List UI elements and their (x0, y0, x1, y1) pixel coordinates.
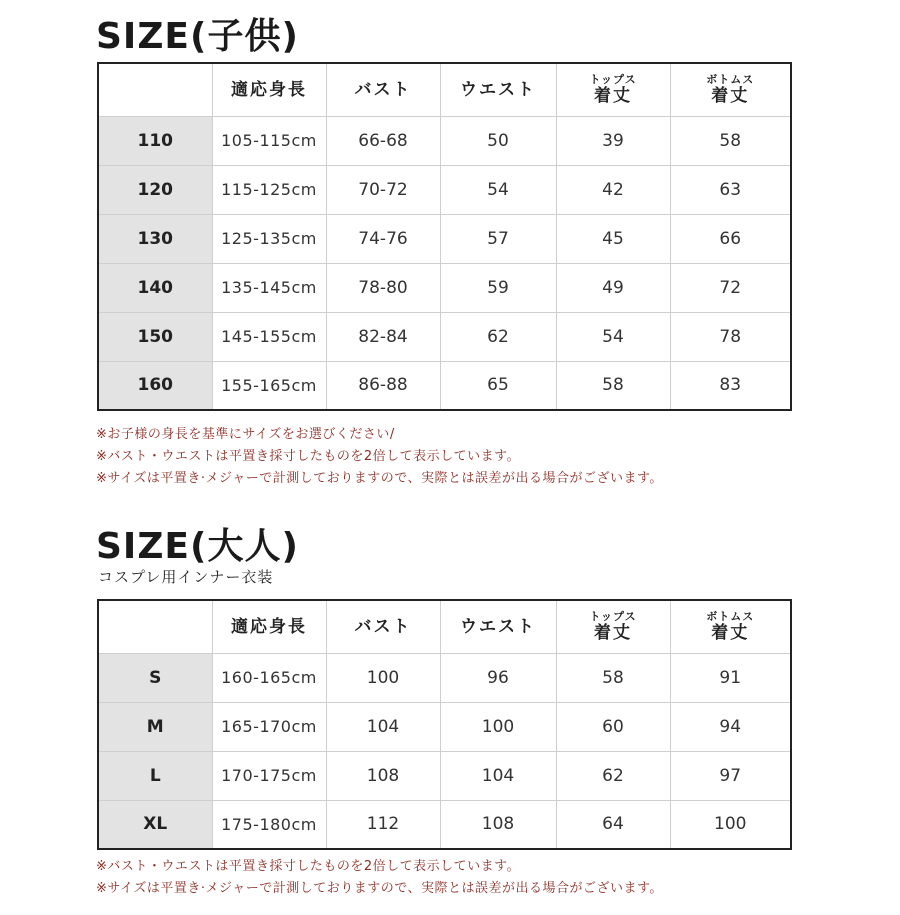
tops-length-cell: 54 (556, 312, 670, 361)
size-label: L (98, 751, 212, 800)
bottoms-length-cell: 91 (670, 653, 791, 702)
waist-cell: 50 (440, 116, 556, 165)
kids-size-title: SIZE(子供) (96, 16, 299, 57)
adult-header-height: 適応身長 (212, 600, 326, 653)
size-label: 150 (98, 312, 212, 361)
waist-cell: 65 (440, 361, 556, 410)
bottoms-length-cell: 97 (670, 751, 791, 800)
bust-cell: 108 (326, 751, 440, 800)
kids-header-bust: バスト (326, 63, 440, 116)
height-cell: 125-135cm (212, 214, 326, 263)
bottoms-length-cell: 63 (670, 165, 791, 214)
table-row (98, 165, 791, 214)
adult-header-corner (98, 600, 212, 653)
size-label: M (98, 702, 212, 751)
height-cell: 105-115cm (212, 116, 326, 165)
adult-header-row (98, 600, 791, 653)
kids-header-waist: ウエスト (440, 63, 556, 116)
kids-header-bottoms-length: ボトムス 着丈 (670, 63, 791, 116)
height-cell: 175-180cm (212, 800, 326, 849)
kids-note-1: ※お子様の身長を基準にサイズをお選びください/ (96, 427, 395, 442)
table-row (98, 361, 791, 410)
kids-header-tops-length: トップス 着丈 (556, 63, 670, 116)
kids-note-2: ※バスト・ウエストは平置き採寸したものを2倍して表示しています。 (96, 449, 521, 464)
kids-note-3: ※サイズは平置き·メジャーで計測しておりますので、実際とは誤差が出る場合がございます。 (96, 471, 663, 486)
tops-length-cell: 62 (556, 751, 670, 800)
bust-cell: 78-80 (326, 263, 440, 312)
tops-length-cell: 39 (556, 116, 670, 165)
table-row (98, 312, 791, 361)
waist-cell: 96 (440, 653, 556, 702)
tops-length-cell: 49 (556, 263, 670, 312)
table-row (98, 214, 791, 263)
adult-subtitle: コスプレ用インナー衣装 (98, 568, 274, 586)
kids-notes (96, 424, 663, 490)
height-cell: 135-145cm (212, 263, 326, 312)
bust-cell: 100 (326, 653, 440, 702)
table-row (98, 116, 791, 165)
kids-header-height: 適応身長 (212, 63, 326, 116)
tops-length-cell: 58 (556, 653, 670, 702)
size-label: 130 (98, 214, 212, 263)
adult-header-waist: ウエスト (440, 600, 556, 653)
waist-cell: 104 (440, 751, 556, 800)
waist-cell: 57 (440, 214, 556, 263)
bust-cell: 104 (326, 702, 440, 751)
height-cell: 165-170cm (212, 702, 326, 751)
table-row (98, 702, 791, 751)
bust-cell: 112 (326, 800, 440, 849)
height-cell: 115-125cm (212, 165, 326, 214)
kids-size-table (97, 62, 792, 411)
tops-length-cell: 64 (556, 800, 670, 849)
height-cell: 170-175cm (212, 751, 326, 800)
kids-header-row (98, 63, 791, 116)
waist-cell: 100 (440, 702, 556, 751)
kids-header-corner (98, 63, 212, 116)
bottoms-length-cell: 78 (670, 312, 791, 361)
adult-note-1: ※バスト・ウエストは平置き採寸したものを2倍して表示しています。 (96, 859, 521, 874)
tops-length-cell: 45 (556, 214, 670, 263)
adult-size-title: SIZE(大人) (96, 526, 299, 567)
table-row (98, 800, 791, 849)
bottoms-length-cell: 66 (670, 214, 791, 263)
size-label: 120 (98, 165, 212, 214)
adult-header-tops-length: トップス 着丈 (556, 600, 670, 653)
bottoms-length-cell: 72 (670, 263, 791, 312)
size-label: XL (98, 800, 212, 849)
adult-header-bottoms-length: ボトムス 着丈 (670, 600, 791, 653)
height-cell: 145-155cm (212, 312, 326, 361)
adult-notes (96, 856, 663, 900)
bottoms-length-cell: 100 (670, 800, 791, 849)
waist-cell: 54 (440, 165, 556, 214)
height-cell: 160-165cm (212, 653, 326, 702)
adult-size-table (97, 599, 792, 850)
waist-cell: 62 (440, 312, 556, 361)
bust-cell: 74-76 (326, 214, 440, 263)
bust-cell: 66-68 (326, 116, 440, 165)
bottoms-length-cell: 58 (670, 116, 791, 165)
bust-cell: 82-84 (326, 312, 440, 361)
tops-length-cell: 58 (556, 361, 670, 410)
table-row (98, 751, 791, 800)
tops-length-cell: 42 (556, 165, 670, 214)
table-row (98, 653, 791, 702)
waist-cell: 108 (440, 800, 556, 849)
adult-note-2: ※サイズは平置き·メジャーで計測しておりますので、実際とは誤差が出る場合がございます。 (96, 881, 663, 896)
bust-cell: 70-72 (326, 165, 440, 214)
bottoms-length-cell: 83 (670, 361, 791, 410)
size-label: S (98, 653, 212, 702)
waist-cell: 59 (440, 263, 556, 312)
height-cell: 155-165cm (212, 361, 326, 410)
bottoms-length-cell: 94 (670, 702, 791, 751)
size-label: 160 (98, 361, 212, 410)
tops-length-cell: 60 (556, 702, 670, 751)
bust-cell: 86-88 (326, 361, 440, 410)
size-label: 140 (98, 263, 212, 312)
adult-header-bust: バスト (326, 600, 440, 653)
size-label: 110 (98, 116, 212, 165)
table-row (98, 263, 791, 312)
